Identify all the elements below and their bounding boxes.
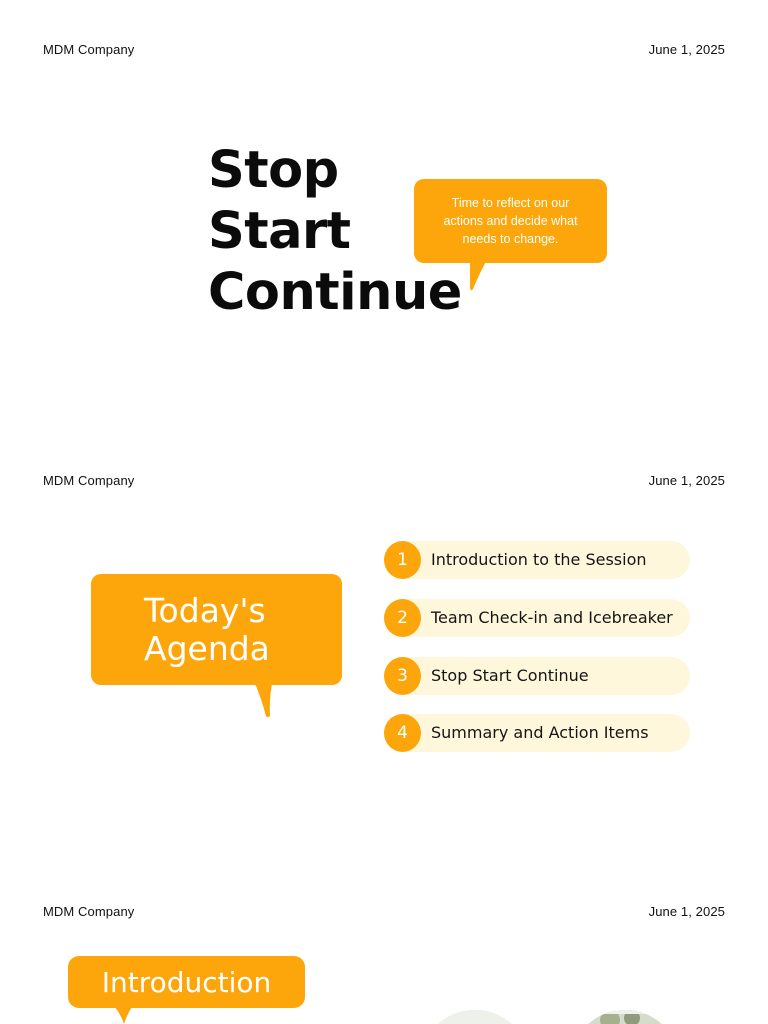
company-name: MDM Company	[43, 42, 135, 57]
speech-bubble-tail-icon	[112, 1004, 134, 1024]
agenda-item	[384, 714, 690, 752]
agenda-item-number: 3	[384, 657, 421, 695]
agenda-item-number: 2	[384, 599, 421, 637]
team-photo-image	[420, 1010, 530, 1024]
agenda-item-label: Introduction to the Session	[431, 550, 647, 569]
section-title-bubble	[68, 956, 305, 1008]
agenda-item-number: 4	[384, 714, 421, 752]
speech-bubble-text: Time to reflect on our actions and decide what needs to change.	[443, 196, 578, 246]
agenda-title-line-2: Agenda	[144, 628, 270, 668]
agenda-item	[384, 541, 690, 579]
presentation-date: June 1, 2025	[648, 473, 725, 488]
title-slide	[0, 0, 768, 431]
agenda-title-bubble	[91, 574, 342, 685]
company-name: MDM Company	[43, 904, 135, 919]
agenda-item-label: Stop Start Continue	[431, 666, 589, 685]
agenda-title-line-1: Today's	[144, 590, 266, 630]
team-photo-image	[570, 1010, 680, 1024]
title-line-start: Start	[208, 202, 351, 261]
agenda-item	[384, 599, 690, 637]
agenda-slide	[0, 431, 768, 862]
team-photo	[570, 1010, 680, 1024]
team-photo	[420, 1010, 530, 1024]
title-line-continue: Continue	[208, 263, 462, 322]
agenda-item-number: 1	[384, 541, 421, 579]
introduction-slide	[0, 862, 768, 1024]
agenda-item-label: Team Check-in and Icebreaker	[431, 608, 673, 627]
agenda-item	[384, 657, 690, 695]
speech-bubble-tail-icon	[468, 258, 490, 292]
section-title: Introduction	[101, 965, 272, 999]
presentation-date: June 1, 2025	[648, 42, 725, 57]
speech-bubble	[414, 179, 607, 263]
title-line-stop: Stop	[208, 141, 339, 200]
agenda-item-label: Summary and Action Items	[431, 723, 649, 742]
speech-bubble-tail-icon	[253, 679, 273, 719]
presentation-date: June 1, 2025	[648, 904, 725, 919]
company-name: MDM Company	[43, 473, 135, 488]
